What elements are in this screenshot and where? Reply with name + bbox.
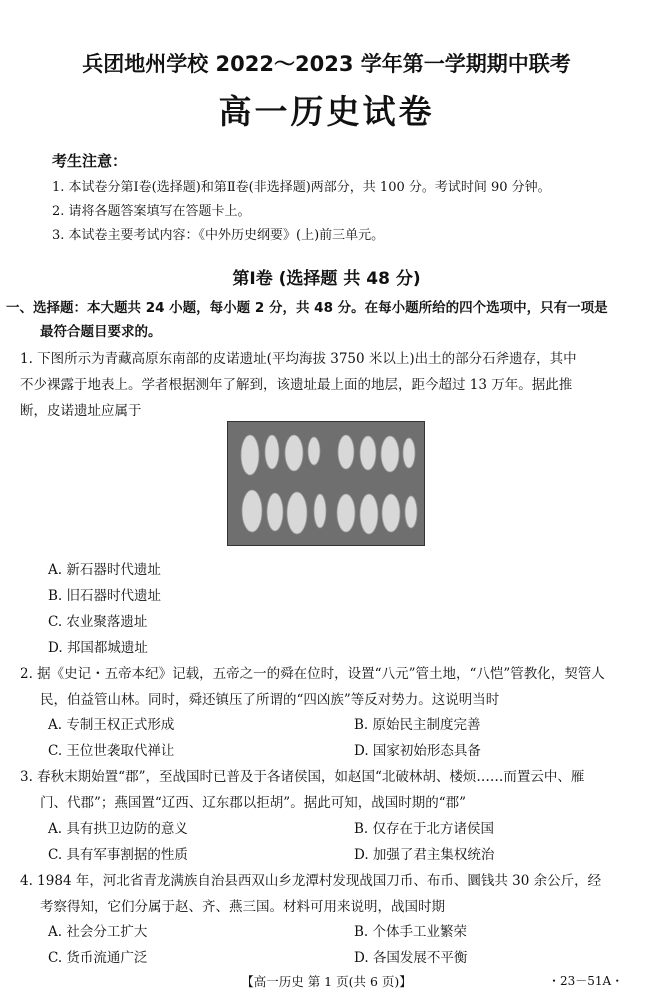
page-code: ・23－51A・ — [548, 974, 624, 988]
stone-axe-drawing — [228, 422, 424, 545]
question-2-line2: 民，伯益管山林。同时，舜还镇压了所谓的“四凶族”等反对势力。这说明当时 — [40, 692, 500, 708]
question-3-option-c: C. 具有军事割据的性质 — [48, 847, 188, 863]
section-instruction-line1: 一、选择题：本大题共 24 小题，每小题 2 分，共 48 分。在每小题所给的四个选项中，只有一项是 — [6, 300, 608, 316]
question-1-option-a: A. 新石器时代遗址 — [48, 562, 161, 578]
question-3-option-b: B. 仅存在于北方诸侯国 — [354, 821, 495, 837]
question-4-option-b: B. 个体手工业繁荣 — [354, 924, 468, 940]
question-1-option-b: B. 旧石器时代遗址 — [48, 588, 162, 604]
question-2-option-d: D. 国家初始形态具备 — [354, 743, 481, 759]
question-4-line2: 考察得知，它们分属于赵、齐、燕三国。材料可用来说明，战国时期 — [40, 899, 445, 915]
section-instruction-line2: 最符合题目要求的。 — [40, 324, 162, 340]
question-2-option-b: B. 原始民主制度完善 — [354, 717, 481, 733]
question-1-line2: 不少裸露于地表上。学者根据测年了解到，该遗址最上面的地层，距今超过 13 万年。据此推 — [20, 377, 573, 393]
question-3-line2: 门、代郡”；燕国置“辽西、辽东郡以拒胡”。据此可知，战国时期的“郡” — [40, 795, 467, 811]
question-1-option-d: D. 邦国都城遗址 — [48, 640, 148, 656]
notice-item-2: 2. 请将各题答案填写在答题卡上。 — [52, 204, 251, 219]
notice-item-3: 3. 本试卷主要考试内容：《中外历史纲要》(上)前三单元。 — [52, 228, 385, 243]
question-3-line1: 3. 春秋末期始置“郡”，至战国时已普及于各诸侯国，如赵国“北破林胡、楼烦……而置云中、雁 — [20, 769, 585, 785]
question-3-option-d: D. 加强了君主集权统治 — [354, 847, 495, 863]
part1-title: 第Ⅰ卷 (选择题 共 48 分) — [232, 269, 421, 289]
page-footer: 【高一历史 第 1 页(共 6 页)】 — [241, 974, 412, 989]
question-2-option-c: C. 王位世袭取代禅让 — [48, 743, 175, 759]
question-4-option-c: C. 货币流通广泛 — [48, 950, 148, 966]
exam-title: 高一历史试卷 — [218, 92, 435, 131]
question-1-line3: 断，皮诺遗址应属于 — [20, 403, 142, 419]
question-4-option-a: A. 社会分工扩大 — [48, 924, 148, 940]
question-2-line1: 2. 据《史记・五帝本纪》记载，五帝之一的舜在位时，设置“八元”管土地，“八恺”管教化，契管人 — [20, 666, 605, 682]
notice-title: 考生注意： — [52, 152, 128, 170]
question-1-line1: 1. 下图所示为青藏高原东南部的皮诺遗址(平均海拔 3750 米以上)出土的部分石斧遗存，其中 — [20, 351, 577, 367]
question-3-option-a: A. 具有拱卫边防的意义 — [48, 821, 188, 837]
question-4-option-d: D. 各国发展不平衡 — [354, 950, 468, 966]
question-2-option-a: A. 专制王权正式形成 — [48, 717, 175, 733]
notice-item-1: 1. 本试卷分第Ⅰ卷(选择题)和第Ⅱ卷(非选择题)两部分，共 100 分。考试时间 90 分钟。 — [52, 180, 551, 195]
exam-header-line1: 兵团地州学校 2022～2023 学年第一学期期中联考 — [82, 52, 571, 76]
question-1-option-c: C. 农业聚落遗址 — [48, 614, 148, 630]
stone-axe-photo-icon — [227, 421, 425, 546]
question-4-line1: 4. 1984 年，河北省青龙满族自治县西双山乡龙潭村发现战国刀币、布币、圜钱共 30 余公斤，经 — [20, 873, 602, 889]
